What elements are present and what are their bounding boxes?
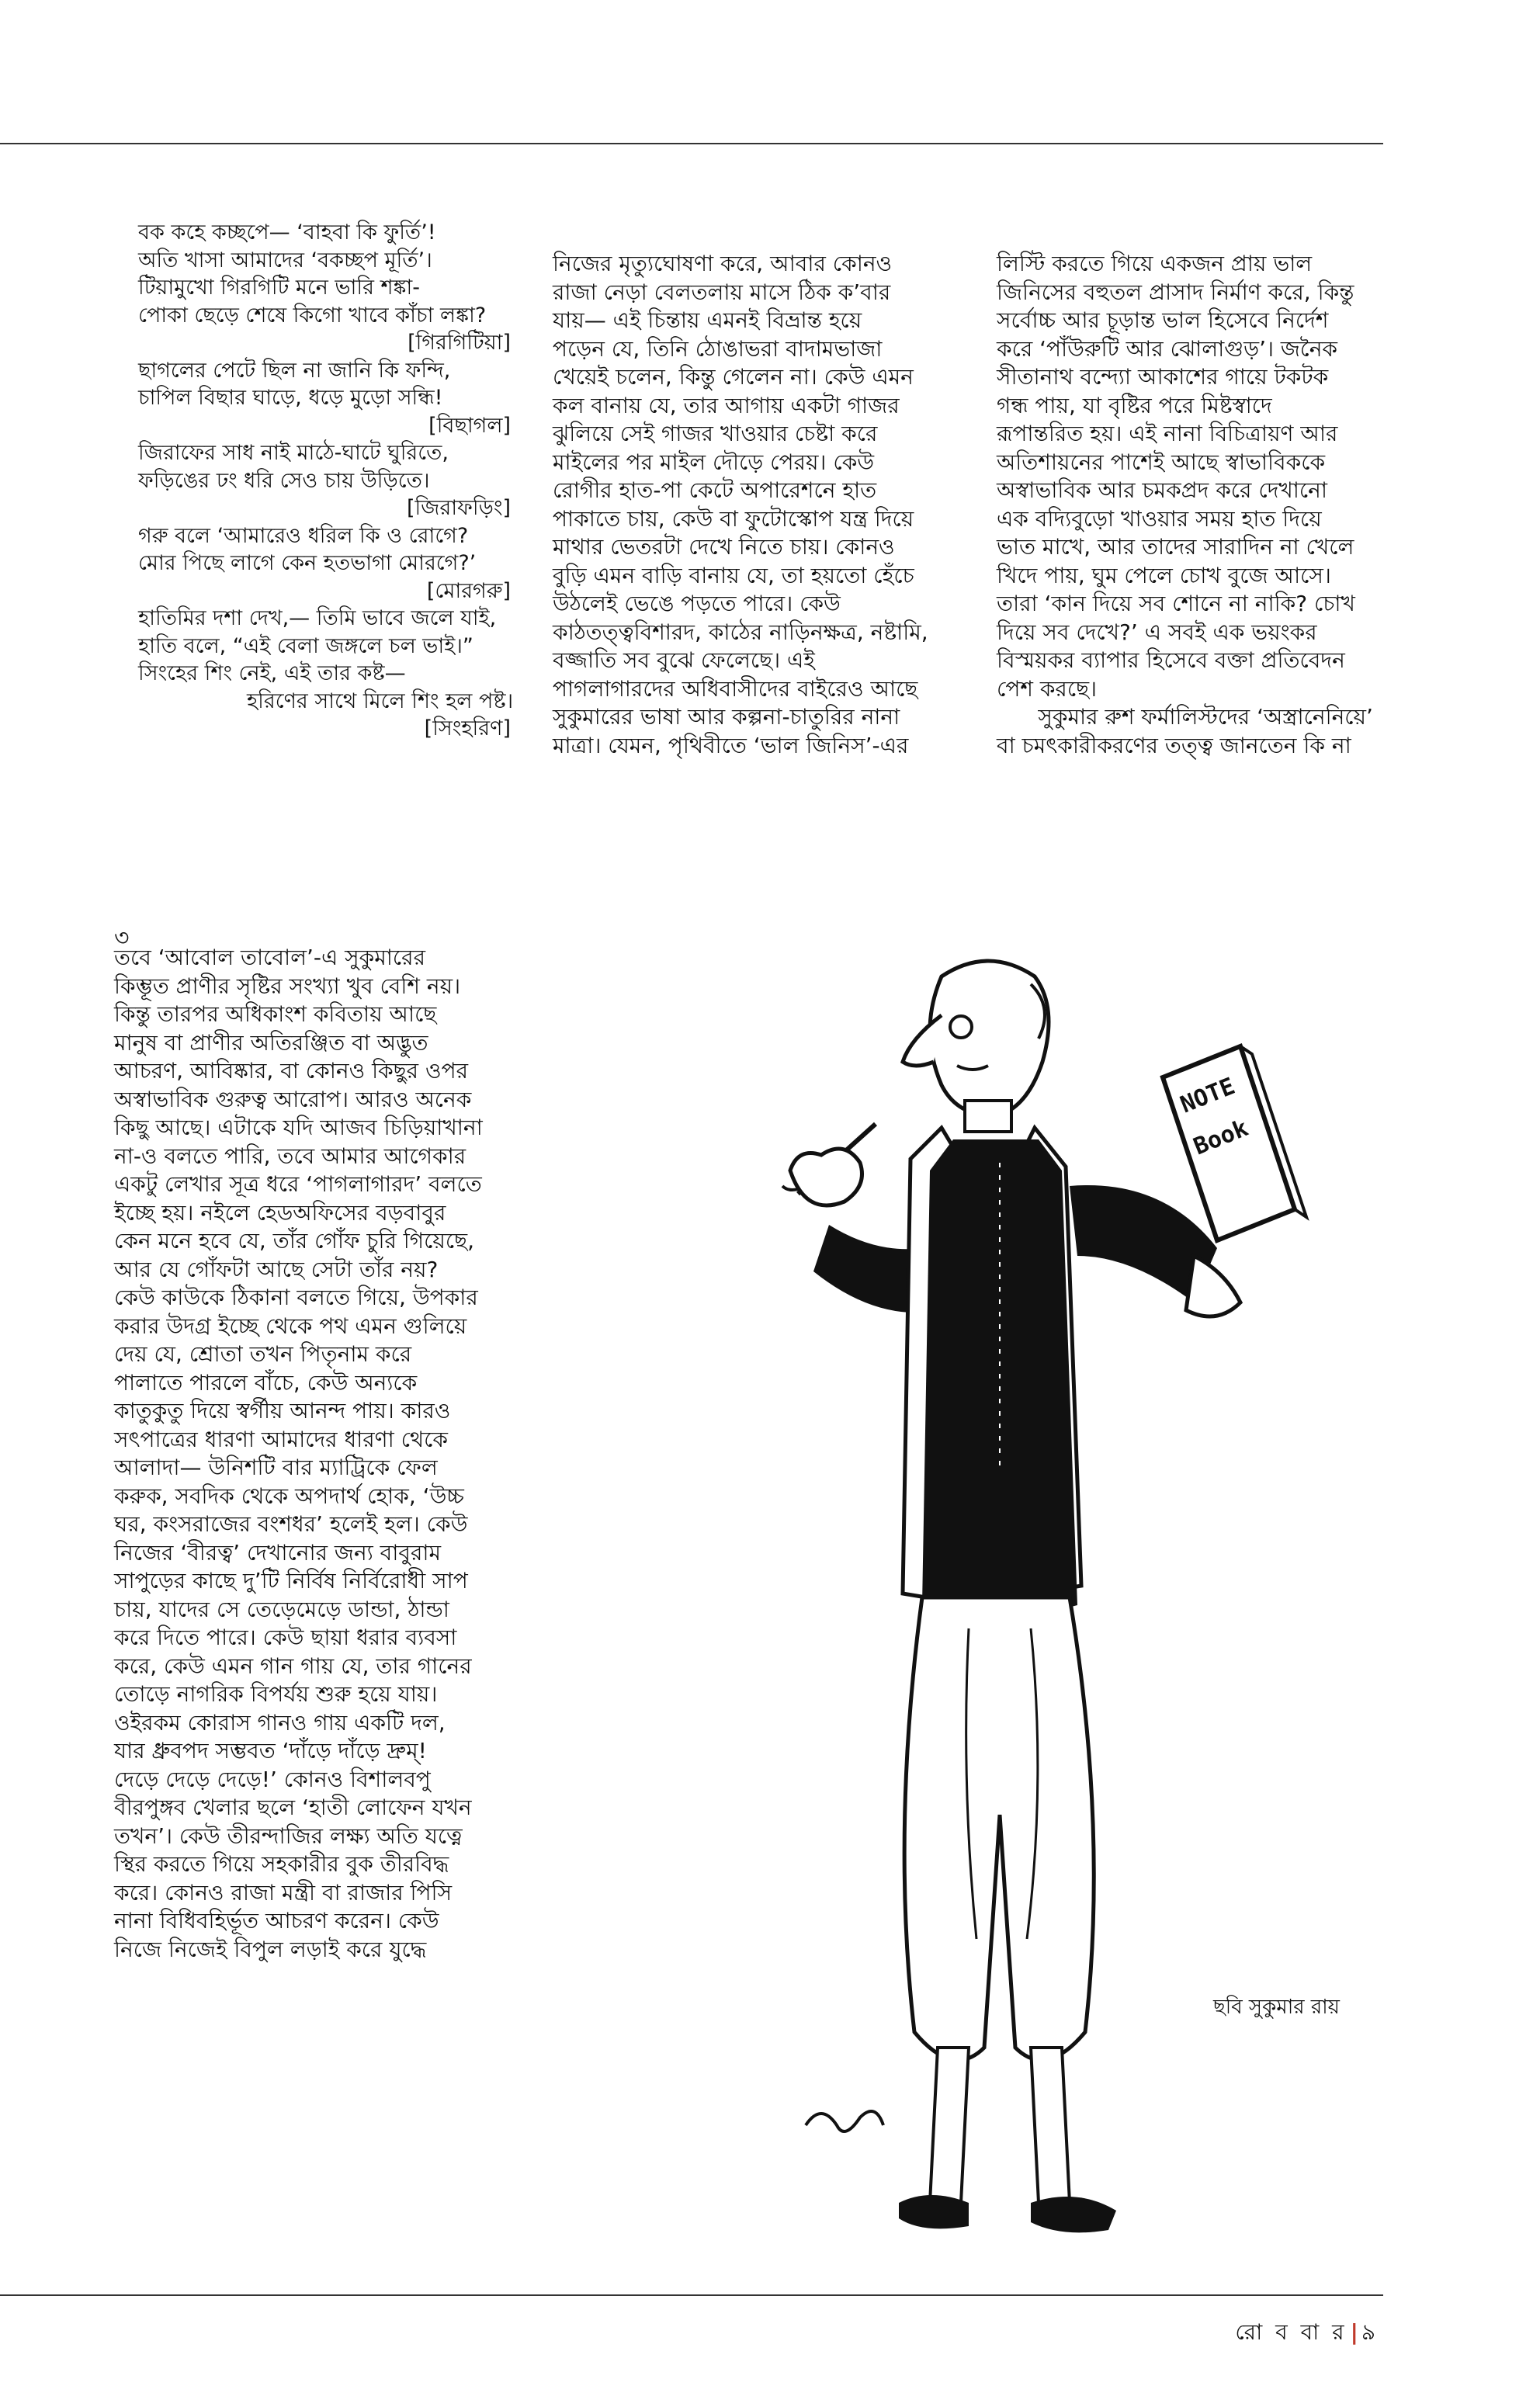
poem-line: হাতি বলে, “এই বেলা জঙ্গলে চল ভাই।” (138, 633, 473, 658)
illustration-man-with-notebook (775, 930, 1334, 2311)
text-line: করে দিতে পারে। কেউ ছায়া ধরার ব্যবসা (114, 1625, 457, 1650)
text-line: স্থির করতে গিয়ে সহকারীর বুক তীরবিদ্ধ (114, 1851, 449, 1877)
text-line: জিনিসের বহুতল প্রাসাদ নির্মাণ করে, কিন্তু (997, 279, 1354, 305)
text-line: তারা ‘কান দিয়ে সব শোনে না নাকি? চোখ (997, 591, 1355, 616)
text-line: পেশ করছে। (997, 675, 1098, 702)
text-line: চায়, যাদের সে তেড়েমেড়ে ডান্ডা, ঠান্ডা (114, 1596, 449, 1622)
text-line: মাইলের পর মাইল দৌড়ে পেরয়। কেউ (553, 449, 875, 475)
text-line: সাপুড়ের কাছে দু’টি নির্বিষ নির্বিরোধী সাপ (114, 1568, 468, 1594)
text-line: দেয় যে, শ্রোতা তখন পিতৃনাম করে (114, 1341, 412, 1367)
poem-line: মোর পিছে লাগে কেন হতভাগা মোরগে?’ (138, 551, 477, 575)
poem-line: পোকা ছেড়ে শেষে কিগো খাবে কাঁচা লঙ্কা? (138, 303, 487, 328)
poem-verse-block (138, 219, 514, 743)
text-line: রূপান্তরিত হয়। এই নানা বিচিত্রায়ণ আর (997, 421, 1338, 446)
artist-signature (806, 2111, 883, 2131)
poem-line: জিরাফের সাধ নাই মাঠে-ঘাটে ঘুরিতে, (138, 441, 449, 465)
text-line: উঠলেই ভেঙে পড়তে পারে। কেউ (553, 591, 841, 616)
poem-line: অতি খাসা আমাদের ‘বকচ্ছপ মূর্তি’। (138, 248, 432, 272)
text-line: করে, কেউ এমন গান গায় যে, তার গানের (114, 1653, 472, 1679)
section-number: ৩ (114, 924, 130, 952)
text-line: দেড়ে দেড়ে দেড়ে!’ কোনও বিশালবপু (114, 1766, 431, 1792)
text-line: কাঠতত্ত্ববিশারদ, কাঠের নাড়িনক্ষত্র, নষ্টামি, (553, 619, 928, 645)
text-line: করুক, সবদিক থেকে অপদার্থ হোক, ‘উচ্চ (114, 1483, 464, 1509)
text-line: আচরণ, আবিষ্কার, বা কোনও কিছুর ওপর (114, 1058, 468, 1084)
text-line: ওইরকম কোরাস গানও গায় একটি দল, (114, 1709, 446, 1736)
text-line: মানুষ বা প্রাণীর অতিরঞ্জিত বা অদ্ভুত (114, 1029, 428, 1056)
text-line: বা চমৎকারীকরণের তত্ত্ব জানতেন কি না (997, 732, 1351, 758)
text-line: সীতানাথ বন্দ্যো আকাশের গায়ে টকটক (997, 364, 1329, 390)
dhoti (904, 1597, 1094, 2060)
article-column-middle (553, 250, 987, 760)
notebook-label-1: NOTE (1176, 1072, 1239, 1119)
text-line: অতিশায়নের পাশেই আছে স্বাভাবিককে (997, 449, 1326, 475)
text-line: ঘর, কংসরাজের বংশধর’ হলেই হল। কেউ (114, 1511, 468, 1537)
poem-source-tag: [জিরাফড়িং] (407, 496, 511, 520)
text-line: কেউ কাউকে ঠিকানা বলতে গিয়ে, উপকার (114, 1285, 478, 1310)
notebook-icon (1163, 1046, 1306, 1240)
text-line: যার ধ্রুবপদ সম্ভবত ‘দাঁড়ে দাঁড়ে দ্রুম্! (114, 1738, 427, 1764)
poem-line: চাপিল বিছার ঘাড়ে, ধড়ে মুড়ো সন্ধি! (138, 386, 443, 410)
poem-source-tag: [বিছাগল] (428, 413, 511, 438)
text-line: বুড়ি এমন বাড়ি বানায় যে, তা হয়তো হেঁচে (553, 562, 914, 588)
text-line: অস্বাভাবিক গুরুত্ব আরোপ। আরও অনেক (114, 1086, 472, 1112)
text-line: মাত্রা। যেমন, পৃথিবীতে ‘ভাল জিনিস’-এর (553, 732, 909, 758)
article-column-lower (114, 944, 514, 1964)
right-shoe (1031, 2197, 1116, 2232)
text-line: নিজের ‘বীরত্ব’ দেখানোর জন্য বাবুরাম (114, 1539, 442, 1566)
text-line: কাতুকুতু দিয়ে স্বর্গীয় আনন্দ পায়। কারও (114, 1398, 451, 1424)
text-line: সুকুমারের ভাষা আর কল্পনা-চাতুরির নানা (553, 704, 900, 730)
text-line: দিয়ে সব দেখে?’ এ সবই এক ভয়ংকর (997, 619, 1317, 645)
left-hand (790, 1149, 862, 1205)
text-line: তখন’। কেউ তীরন্দাজির লক্ষ্য অতি যত্নে (114, 1822, 463, 1849)
text-line: ইচ্ছে হয়। নইলে হেডঅফিসের বড়বাবুর (114, 1199, 446, 1226)
poem-line: হাতিমির দশা দেখ,— তিমি ভাবে জলে যাই, (138, 606, 497, 630)
article-column-right (997, 250, 1396, 760)
text-line: বিস্ময়কর ব্যাপার হিসেবে বক্তা প্রতিবেদন (997, 647, 1345, 673)
text-line: রোগীর হাত-পা কেটে অপারেশনে হাত (553, 477, 877, 503)
magazine-name: রো ব বা র (1235, 2319, 1348, 2345)
text-line: গন্ধ পায়, যা বৃষ্টির পরে মিষ্টস্বাদে (997, 392, 1272, 418)
text-line: মাথার ভেতরটা দেখে নিতে চায়। কোনও (553, 534, 895, 560)
text-line: ঝুলিয়ে সেই গাজর খাওয়ার চেষ্টা করে (553, 421, 878, 446)
text-line: কিম্ভূত প্রাণীর সৃষ্টির সংখ্যা খুব বেশি নয়। (114, 973, 461, 999)
poem-line: টিয়ামুখো গিরগিটি মনে ভারি শঙ্কা- (138, 276, 420, 300)
text-line: সৎপাত্রের ধারণা আমাদের ধারণা থেকে (114, 1426, 448, 1452)
poem-line: হরিণের সাথে মিলে শিং হল পষ্ট। (247, 688, 514, 713)
text-line: আর যে গোঁফটা আছে সেটা তাঁর নয়? (114, 1256, 439, 1282)
text-line: করে। কোনও রাজা মন্ত্রী বা রাজার পিসি (114, 1879, 453, 1906)
head (903, 961, 1049, 1116)
poem-source-tag: [গিরগিটিয়া] (408, 331, 511, 355)
top-rule (0, 143, 1383, 144)
poem-line: ফড়িঙের ঢং ধরি সেও চায় উড়িতে। (138, 468, 430, 493)
text-line: খিদে পায়, ঘুম পেলে চোখ বুজে আসে। (997, 562, 1331, 588)
text-line: না-ও বলতে পারি, তবে আমার আগেকার (114, 1143, 467, 1169)
text-line: কিন্তু তারপর অধিকাংশ কবিতায় আছে (114, 1001, 437, 1027)
text-line: অস্বাভাবিক আর চমকপ্রদ করে দেখানো (997, 477, 1327, 503)
text-line: তোড়ে নাগরিক বিপর্যয় শুরু হয়ে যায়। (114, 1681, 438, 1707)
poem-line: গরু বলে ‘আমারেও ধরিল কি ও রোগে? (138, 523, 469, 548)
text-line: বজ্জাতি সব বুঝে ফেলেছে। এই (553, 647, 815, 673)
text-line: সর্বোচ্চ আর চূড়ান্ত ভাল হিসেবে নির্দেশ (997, 307, 1329, 333)
text-line: নিজে নিজেই বিপুল লড়াই করে যুদ্ধে (114, 1936, 427, 1962)
poem-line: সিংহের শিং নেই, এই তার কষ্ট— (138, 661, 406, 685)
text-line: কেন মনে হবে যে, তাঁর গোঁফ চুরি গিয়েছে, (114, 1228, 474, 1254)
left-shoe (899, 2195, 969, 2228)
text-line: একটু লেখার সূত্র ধরে ‘পাগলাগারদ’ বলতে (114, 1171, 482, 1197)
text-line: পালাতে পারলে বাঁচে, কেউ অন্যকে (114, 1369, 418, 1396)
page-footer (1235, 2315, 1379, 2352)
text-line: যায়— এই চিন্তায় এমনই বিভ্রান্ত হয়ে (553, 307, 862, 333)
text-line: নানা বিধিবহির্ভূত আচরণ করেন। কেউ (114, 1908, 439, 1933)
text-line: এক বদ্যিবুড়ো খাওয়ার সময় হাত দিয়ে (997, 505, 1322, 532)
text-line: কল বানায় যে, তার আগায় একটা গাজর (553, 392, 900, 418)
poem-line: বক কহে কচ্ছপে— ‘বাহবা কি ফুর্তি’! (138, 220, 436, 245)
text-line: ভাত মাখে, আর তাদের সারাদিন না খেলে (997, 534, 1354, 560)
text-line: রাজা নেড়া বেলতলায় মাসে ঠিক ক’বার (553, 279, 891, 305)
text-line: কিছু আছে। এটাকে যদি আজব চিড়িয়াখানা (114, 1115, 483, 1140)
poem-source-tag: [সিংহরিণ] (424, 716, 511, 740)
poem-line: ছাগলের পেটে ছিল না জানি কি ফন্দি, (138, 358, 451, 383)
text-line: তবে ‘আবোল তাবোল’-এ সুকুমারের (114, 945, 425, 970)
text-line: সুকুমার রুশ ফর্মালিস্টদের ‘অস্ত্রানেনিয়ে’ (997, 704, 1373, 730)
text-line: করে ‘পাঁউরুটি আর ঝোলাগুড়’। জনৈক (997, 335, 1337, 362)
text-line: নিজের মৃত্যুঘোষণা করে, আবার কোনও (553, 251, 893, 276)
right-hand (1186, 1256, 1240, 1316)
text-line: করার উদগ্র ইচ্ছে থেকে পথ এমন গুলিয়ে (114, 1313, 467, 1339)
illustration-caption: ছবি সুকুমার রায় (1213, 1996, 1340, 2019)
text-line: পড়েন যে, তিনি ঠোঙাভরা বাদামভাজা (553, 335, 883, 362)
text-line: খেয়েই চলেন, কিন্তু গেলেন না। কেউ এমন (553, 364, 914, 390)
text-line: পাকাতে চায়, কেউ বা ফুটোস্কোপ যন্ত্র দিয়ে (553, 505, 914, 532)
poem-source-tag: [মোরগরু] (426, 578, 511, 603)
notebook-label-2: Book (1189, 1114, 1252, 1161)
text-line: আলাদা— উনিশটি বার ম্যাট্রিকে ফেল (114, 1455, 438, 1480)
text-line: বীরপুঙ্গব খেলার ছলে ‘হাতী লোফেন যখন (114, 1795, 472, 1820)
page-number: ৯ (1361, 2319, 1379, 2345)
text-line: লিস্টি করতে গিয়ে একজন প্রায় ভাল (997, 251, 1313, 276)
text-line: পাগলাগারদের অধিবাসীদের বাইরেও আছে (553, 675, 918, 702)
footer-separator: | (1350, 2319, 1358, 2345)
